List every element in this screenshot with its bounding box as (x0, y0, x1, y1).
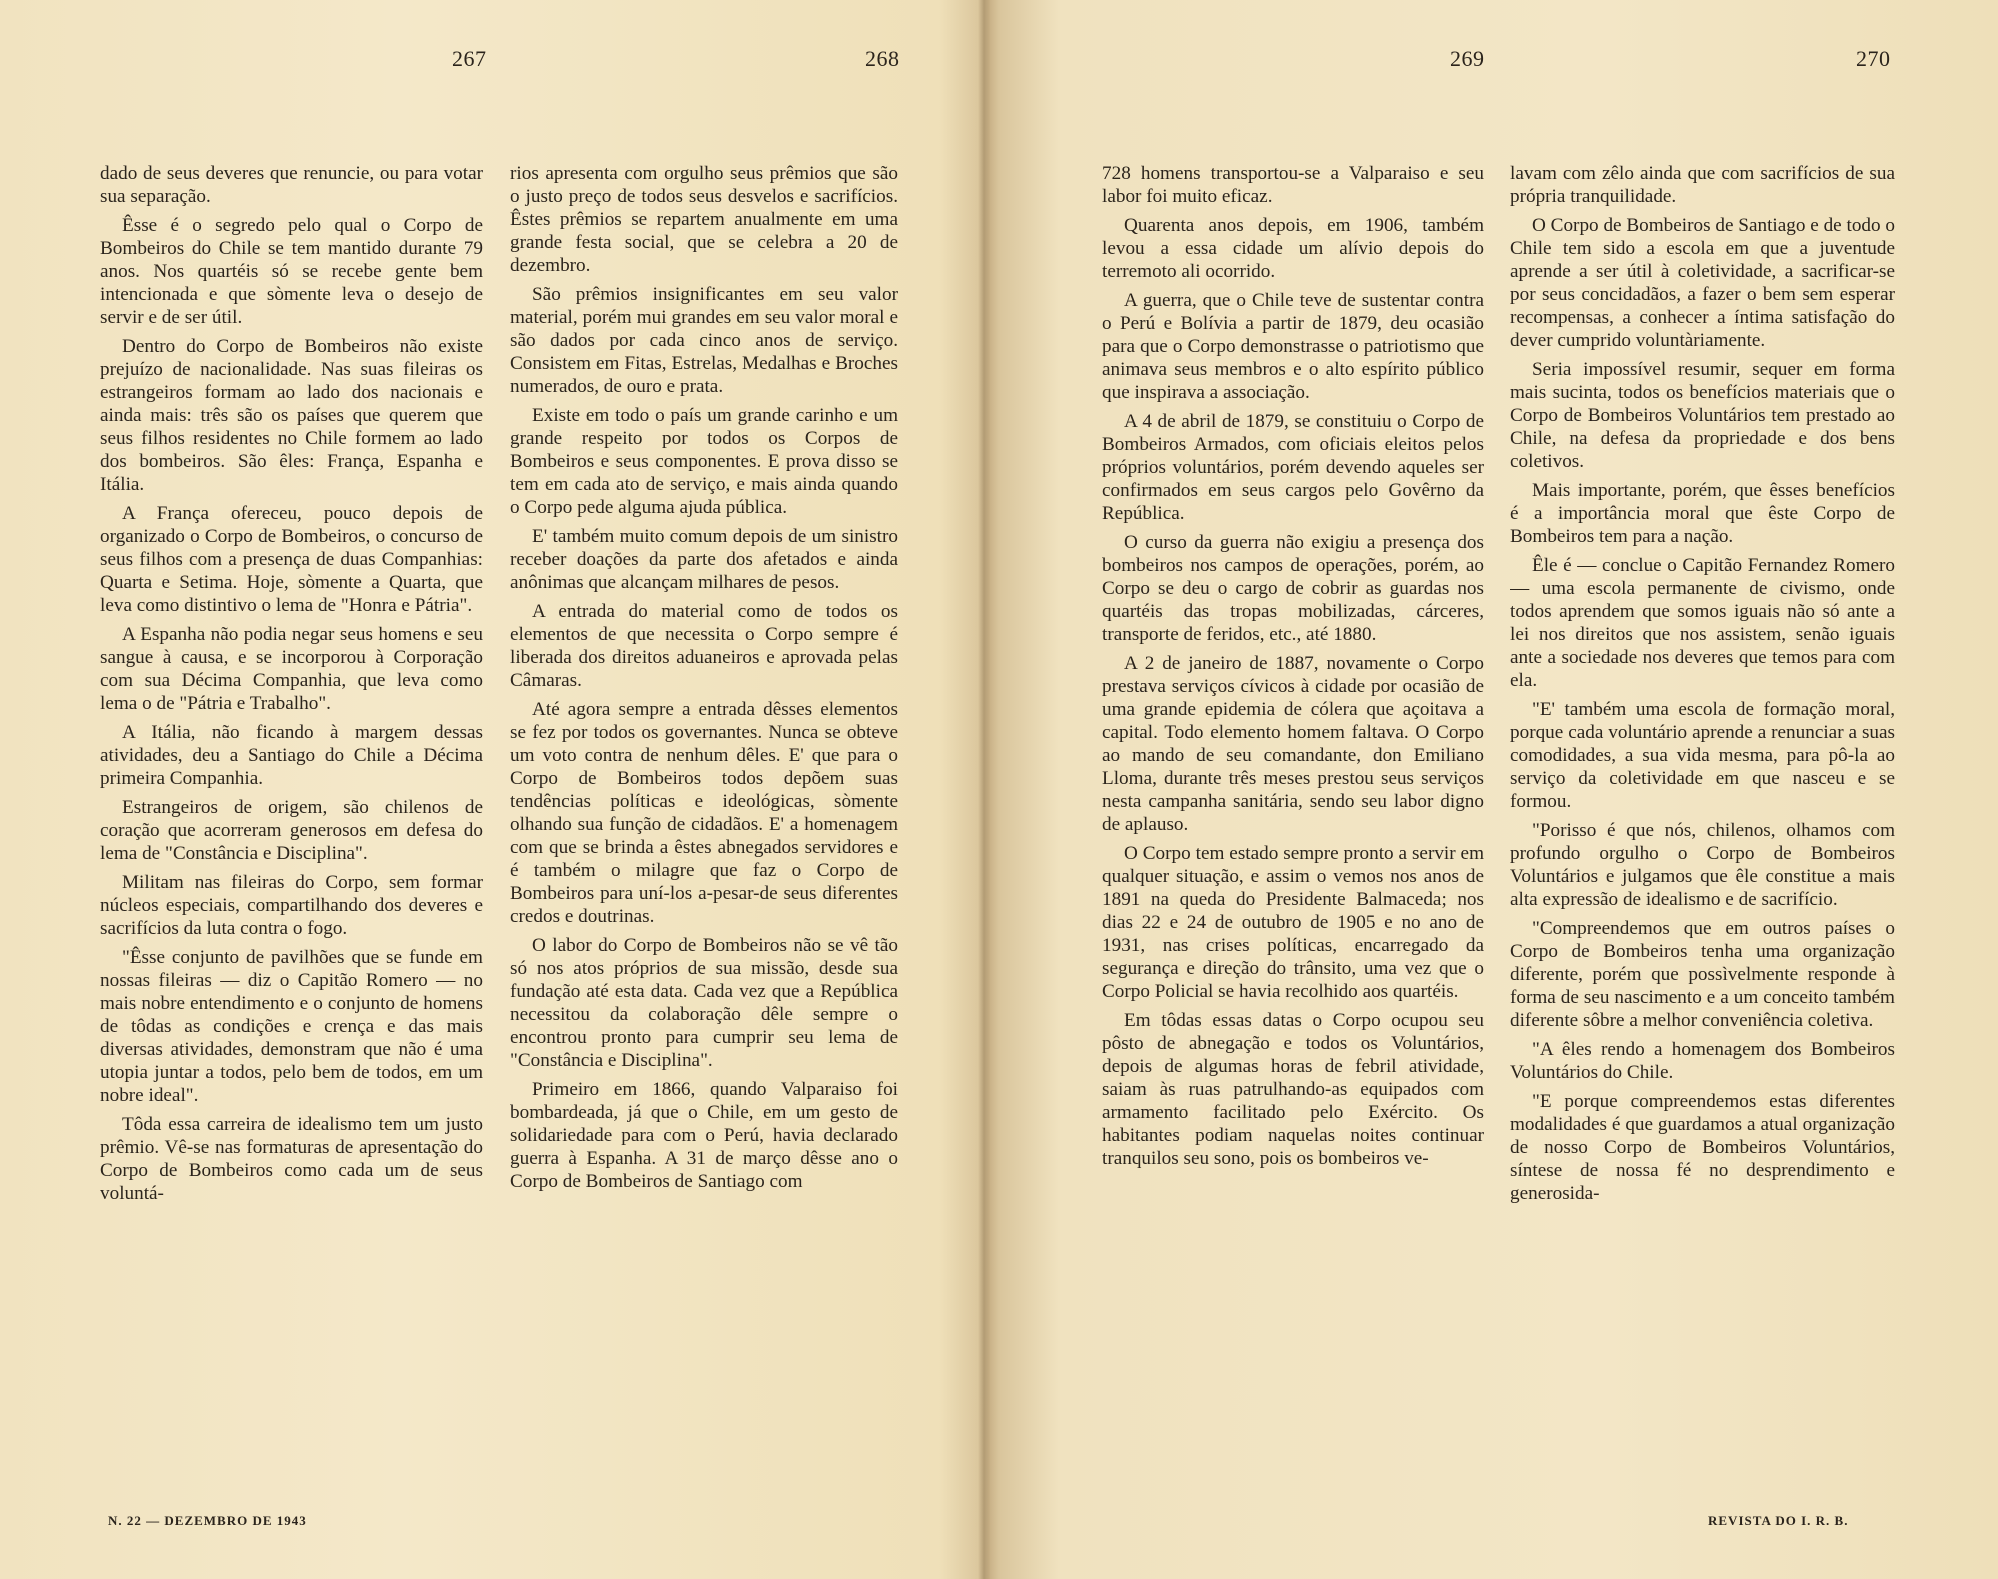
paragraph: A Espanha não podia negar seus homens e seu sangue à causa, e se incorporou à Corporação com sua Décima Companhia, que leva como lema o de "Pátria e Trabalho". (100, 624, 483, 714)
paragraph: E' também muito comum depois de um sinistro receber doações da parte dos afetados e ainda anônimas que alcançam milhares de pesos. (510, 526, 898, 593)
paragraph: "Compreendemos que em outros países o Corpo de Bombeiros tenha uma organização diferente, porém que possìvelmente responde à forma de seu nascimento e a um conceito também diferente sôbre a melhor conveniência coletiva. (1510, 918, 1895, 1031)
paragraph: "A êles rendo a homenagem dos Bombeiros Voluntários do Chile. (1510, 1039, 1895, 1083)
paragraph: O Corpo de Bombeiros de Santiago e de todo o Chile tem sido a escola em que a juventude aprende a ser útil à coletividade, a sacrificar-se por seus concidadãos, a fazer o bem sem esperar recompensas, a conhecer a íntima satisfação do dever cumprido voluntàriamente. (1510, 215, 1895, 351)
paragraph: Mais importante, porém, que êsses benefícios é a importância moral que êste Corpo de Bombeiros tem para a nação. (1510, 480, 1895, 547)
paragraph: Existe em todo o país um grande carinho e um grande respeito por todos os Corpos de Bombeiros e seus componentes. E prova disso se tem em cada ato de serviço, e mais ainda quando o Corpo pede alguma ajuda pública. (510, 405, 898, 518)
text-column-3 (1102, 162, 1484, 1392)
paragraph: O labor do Corpo de Bombeiros não se vê tão só nos atos próprios de sua missão, desde sua fundação até esta data. Cada vez que a República necessitou da colaboração dêle sempre o encontrou pronto para cumprir seu lema de "Constância e Disciplina". (510, 935, 898, 1071)
paragraph: Seria impossível resumir, sequer em forma mais sucinta, todos os benefícios materiais que o Corpo de Bombeiros Voluntários tem prestado ao Chile, na defesa da propriedade e dos bens coletivos. (1510, 359, 1895, 472)
paragraph: Êle é — conclue o Capitão Fernandez Romero — uma escola permanente de civismo, onde todos aprendem que somos iguais não só ante a lei nos direitos que nos assistem, senão iguais ante a sociedade nos deveres que temos para com ela. (1510, 555, 1895, 691)
text-column-4 (1510, 162, 1895, 1392)
paragraph: A Itália, não ficando à margem dessas atividades, deu a Santiago do Chile a Décima primeira Companhia. (100, 722, 483, 789)
paragraph: dado de seus deveres que renuncie, ou para votar sua separação. (100, 163, 483, 207)
paragraph: O curso da guerra não exigiu a presença dos bombeiros nos campos de operações, porém, ao Corpo se deu o cargo de cobrir as guardas nos quartéis das tropas mobilizadas, cárceres, transporte de feridos, etc., até 1880. (1102, 532, 1484, 645)
paragraph: "E' também uma escola de formação moral, porque cada voluntário aprende a renunciar a suas comodidades, a sua vida mesma, para pô-la ao serviço da coletividade em que nasceu e se formou. (1510, 699, 1895, 812)
footer-journal: REVISTA DO I. R. B. (1708, 1513, 1849, 1528)
text-column-1 (100, 162, 483, 1392)
paragraph: Primeiro em 1866, quando Valparaiso foi bombardeada, já que o Chile, em um gesto de solidariedade para com o Perú, havia declarado guerra à Espanha. A 31 de março dêsse ano o Corpo de Bombeiros de Santiago com (510, 1079, 898, 1192)
page-number-269: 269 (1450, 46, 1485, 71)
paragraph: Estrangeiros de origem, são chilenos de coração que acorreram generosos em defesa do lema de "Constância e Disciplina". (100, 797, 483, 864)
paragraph: Tôda essa carreira de idealismo tem um justo prêmio. Vê-se nas formaturas de apresentação do Corpo de Bombeiros como cada um de seus voluntá- (100, 1114, 483, 1204)
paragraph: rios apresenta com orgulho seus prêmios que são o justo preço de todos seus desvelos e sacrifícios. Êstes prêmios se repartem anualmente em uma grande festa social, que se celebra a 20 de dezembro. (510, 163, 898, 276)
paragraph: A 2 de janeiro de 1887, novamente o Corpo prestava serviços cívicos à cidade por ocasião de uma grande epidemia de cólera que açoitava a capital. Todo elemento homem faltava. O Corpo ao mando de seu comandante, don Emiliano Lloma, durante três meses prestou seus serviços nesta campanha sanitária, sendo seu labor digno de aplauso. (1102, 653, 1484, 835)
paragraph: Quarenta anos depois, em 1906, também levou a essa cidade um alívio depois do terremoto ali ocorrido. (1102, 215, 1484, 282)
paragraph: Até agora sempre a entrada dêsses elementos se fez por todos os governantes. Nunca se obteve um voto contra de nenhum dêles. E' que para o Corpo de Bombeiros todos depõem suas tendências políticas e ideológicas, sòmente olhando sua função de cidadãos. E' a homenagem com que se brinda a êstes abnegados servidores e é também o milagre que faz o Corpo de Bombeiros para uní-los a-pesar-de seus diferentes credos e doutrinas. (510, 699, 898, 927)
paragraph: São prêmios insignificantes em seu valor material, porém mui grandes em seu valor moral e são dados por cada cinco anos de serviço. Consistem em Fitas, Estrelas, Medalhas e Broches numerados, de ouro e prata. (510, 284, 898, 397)
paragraph: Êsse é o segredo pelo qual o Corpo de Bombeiros do Chile se tem mantido durante 79 anos. Nos quartéis só se recebe gente bem intencionada e que sòmente leva o desejo de servir e de ser útil. (100, 215, 483, 328)
paragraph: A 4 de abril de 1879, se constituiu o Corpo de Bombeiros Armados, com oficiais eleitos pelos próprios voluntários, porém devendo aqueles ser confirmados em seus cargos pelo Govêrno da República. (1102, 411, 1484, 524)
paragraph: "E porque compreendemos estas diferentes modalidades é que guardamos a atual organização de nosso Corpo de Bombeiros Voluntários, síntese de nossa fé no desprendimento e generosida- (1510, 1091, 1895, 1204)
text-column-2 (510, 162, 898, 1392)
paragraph: A França ofereceu, pouco depois de organizado o Corpo de Bombeiros, o concurso de seus filhos com a presença de duas Companhias: Quarta e Setima. Hoje, sòmente a Quarta, que leva como distintivo o lema de "Honra e Pátria". (100, 503, 483, 616)
paragraph: "Êsse conjunto de pavilhões que se funde em nossas fileiras — diz o Capitão Romero — no mais nobre entendimento e o conjunto de homens de tôdas as condições e crença e das mais diversas atividades, demonstram que não é uma utopia juntar a todos, pelo bem de todos, em um nobre ideal". (100, 947, 483, 1106)
book-gutter (978, 0, 990, 1579)
paragraph: A guerra, que o Chile teve de sustentar contra o Perú e Bolívia a partir de 1879, deu ocasião para que o Corpo demonstrasse o patriotismo que animava seus membros e o alto espírito público que inspirava a associação. (1102, 290, 1484, 403)
paragraph: lavam com zêlo ainda que com sacrifícios de sua própria tranquilidade. (1510, 163, 1895, 207)
paragraph: O Corpo tem estado sempre pronto a servir em qualquer situação, e assim o vemos nos anos de 1891 na queda do Presidente Balmaceda; nos dias 22 e 24 de outubro de 1905 e no ano de 1931, nas crises políticas, encarregado da segurança e direção do trânsito, uma vez que o Corpo Policial se havia recolhido aos quartéis. (1102, 843, 1484, 1002)
paragraph: A entrada do material como de todos os elementos de que necessita o Corpo sempre é liberada dos direitos aduaneiros e aprovada pelas Câmaras. (510, 601, 898, 691)
paragraph: Em tôdas essas datas o Corpo ocupou seu pôsto de abnegação e todos os Voluntários, depois de algumas horas de febril atividade, saiam às ruas patrulhando-as equipados com armamento facilitado pelo Exército. Os habitantes podiam naquelas noites continuar tranquilos seu sono, pois os bombeiros ve- (1102, 1010, 1484, 1169)
paragraph: "Porisso é que nós, chilenos, olhamos com profundo orgulho o Corpo de Bombeiros Voluntários e julgamos que êle constitue a mais alta expressão de idealismo e de sacrifício. (1510, 820, 1895, 910)
paragraph: 728 homens transportou-se a Valparaiso e seu labor foi muito eficaz. (1102, 163, 1484, 207)
page-number-270: 270 (1856, 46, 1891, 71)
footer-issue: N. 22 — DEZEMBRO DE 1943 (108, 1513, 307, 1528)
page-number-267: 267 (452, 46, 487, 71)
page-number-268: 268 (865, 46, 900, 71)
paragraph: Dentro do Corpo de Bombeiros não existe prejuízo de nacionalidade. Nas suas fileiras os estrangeiros formam ao lado dos nacionais e ainda mais: três são os países que querem que seus filhos residentes no Chile formem ao lado dos bombeiros. São êles: França, Espanha e Itália. (100, 336, 483, 495)
paragraph: Militam nas fileiras do Corpo, sem formar núcleos especiais, compartilhando dos deveres e sacrifícios da luta contra o fogo. (100, 872, 483, 939)
